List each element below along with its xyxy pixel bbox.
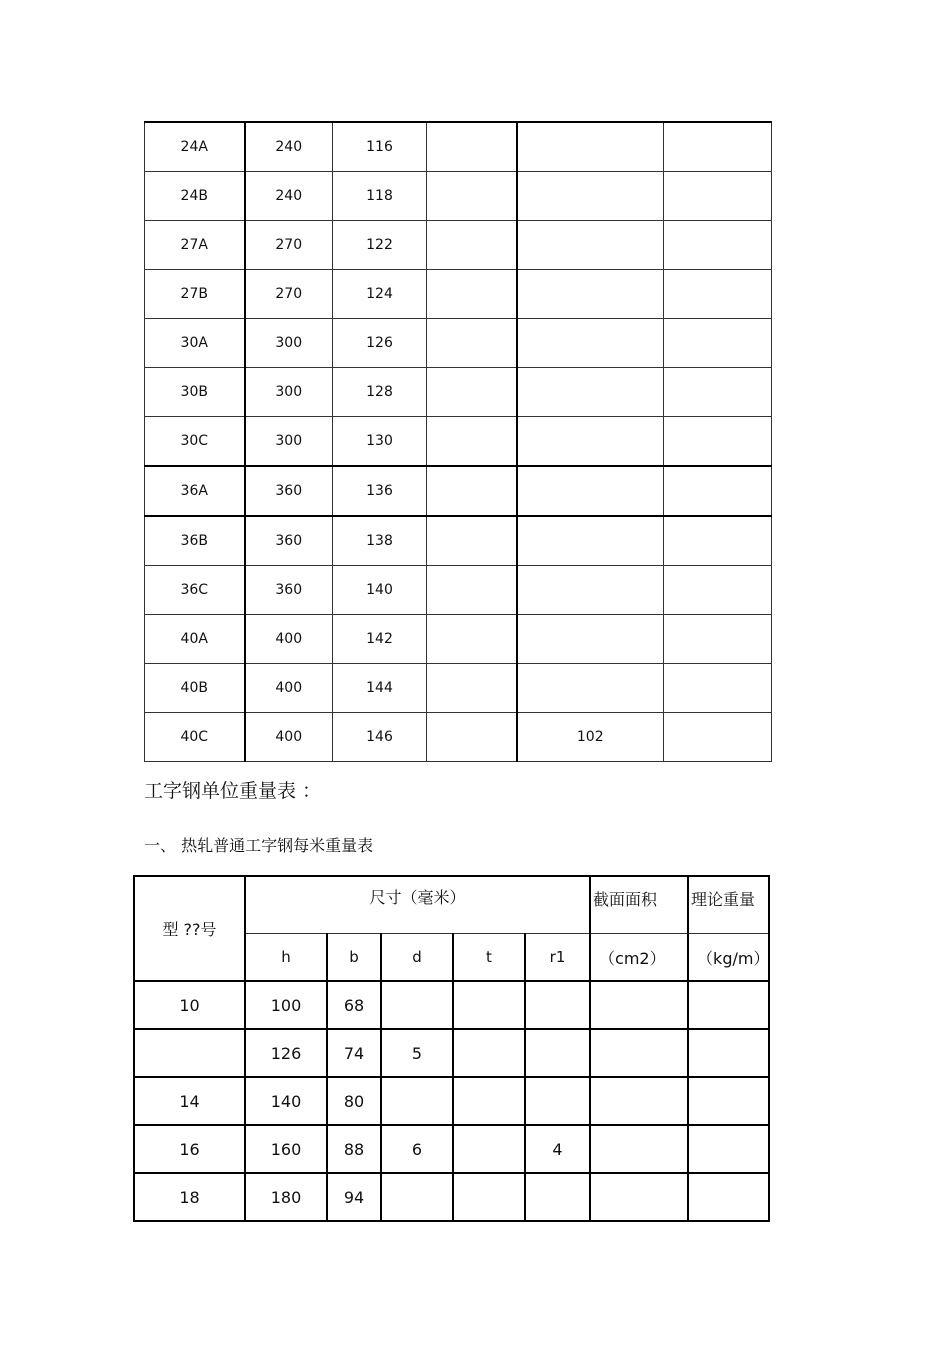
- table-cell: 10: [134, 981, 245, 1029]
- table-cell: [427, 466, 517, 516]
- table-cell: [525, 1173, 590, 1221]
- table-cell: 180: [245, 1173, 327, 1221]
- table-cell: 24A: [145, 122, 245, 172]
- header-weight-unit: （kg/m）: [688, 934, 769, 982]
- table-cell: [664, 566, 772, 615]
- table-cell: 116: [333, 122, 427, 172]
- table-cell: [664, 466, 772, 516]
- table-cell: 94: [327, 1173, 381, 1221]
- table-cell: 126: [333, 319, 427, 368]
- table-cell: [427, 615, 517, 664]
- table-cell: 30A: [145, 319, 245, 368]
- steel-spec-table-top: [144, 121, 772, 762]
- table-cell: 138: [333, 516, 427, 566]
- table-cell: 400: [245, 615, 333, 664]
- table-cell: 400: [245, 713, 333, 762]
- table-cell: 74: [327, 1029, 381, 1077]
- table-cell: 400: [245, 664, 333, 713]
- table-cell: 142: [333, 615, 427, 664]
- table-cell: 240: [245, 122, 333, 172]
- table-cell: [427, 664, 517, 713]
- section-subheading: 一、 热轧普通工字钢每米重量表: [144, 836, 374, 855]
- header-area: 截面面积: [590, 876, 688, 934]
- table-cell: [590, 1029, 688, 1077]
- table-cell: [664, 172, 772, 221]
- table-cell: 36A: [145, 466, 245, 516]
- table-row: [145, 615, 772, 664]
- table-cell: [427, 122, 517, 172]
- table-cell: 300: [245, 368, 333, 417]
- table-cell: [134, 1029, 245, 1077]
- table-cell: 80: [327, 1077, 381, 1125]
- subheader-d: d: [381, 934, 453, 982]
- table-cell: [427, 172, 517, 221]
- table-cell: 144: [333, 664, 427, 713]
- table-cell: [517, 516, 664, 566]
- table-row: [145, 319, 772, 368]
- table-cell: 27B: [145, 270, 245, 319]
- table-cell: [664, 122, 772, 172]
- table-cell: [427, 713, 517, 762]
- table-cell: [517, 466, 664, 516]
- table-cell: [517, 615, 664, 664]
- table-cell: [517, 566, 664, 615]
- table-cell: 146: [333, 713, 427, 762]
- table-cell: [525, 1077, 590, 1125]
- table-cell: [590, 1173, 688, 1221]
- table-cell: [381, 981, 453, 1029]
- table-cell: [381, 1077, 453, 1125]
- header-size: 尺寸（毫米）: [245, 876, 590, 934]
- table-row: [134, 1173, 769, 1221]
- table-cell: [590, 981, 688, 1029]
- subheader-r1: r1: [525, 934, 590, 982]
- table-row: [145, 270, 772, 319]
- table-cell: [664, 713, 772, 762]
- table-cell: 300: [245, 319, 333, 368]
- table-cell: [525, 981, 590, 1029]
- table-cell: 140: [245, 1077, 327, 1125]
- table-cell: [517, 122, 664, 172]
- table-cell: 126: [245, 1029, 327, 1077]
- table-cell: [453, 1173, 525, 1221]
- table-row: [134, 1125, 769, 1173]
- table-cell: [688, 1029, 769, 1077]
- table-cell: [590, 1077, 688, 1125]
- table-cell: 360: [245, 516, 333, 566]
- table-cell: [427, 221, 517, 270]
- header-model: 型 ??号: [134, 876, 245, 981]
- table-cell: 4: [525, 1125, 590, 1173]
- table-cell: [453, 1125, 525, 1173]
- table-cell: 160: [245, 1125, 327, 1173]
- table-cell: 16: [134, 1125, 245, 1173]
- table-cell: 40A: [145, 615, 245, 664]
- table-cell: [453, 1029, 525, 1077]
- section-heading: 工字钢单位重量表 ：: [144, 780, 322, 802]
- table-row: [145, 368, 772, 417]
- table-cell: [517, 319, 664, 368]
- table-cell: [525, 1029, 590, 1077]
- table-cell: [688, 1077, 769, 1125]
- table-cell: [664, 270, 772, 319]
- table-cell: [427, 270, 517, 319]
- table-cell: 18: [134, 1173, 245, 1221]
- table-cell: 6: [381, 1125, 453, 1173]
- table-cell: [688, 1173, 769, 1221]
- table-cell: [664, 664, 772, 713]
- table-cell: 36B: [145, 516, 245, 566]
- subheader-b: b: [327, 934, 381, 982]
- table-cell: 136: [333, 466, 427, 516]
- table-cell: [664, 368, 772, 417]
- table-cell: [453, 1077, 525, 1125]
- table-cell: [664, 516, 772, 566]
- table-cell: 68: [327, 981, 381, 1029]
- table-cell: 30C: [145, 417, 245, 467]
- table-cell: [688, 1125, 769, 1173]
- header-weight: 理论重量: [688, 876, 769, 934]
- table-row: [145, 122, 772, 172]
- table-row: [145, 466, 772, 516]
- table-row: [145, 664, 772, 713]
- table-cell: [517, 417, 664, 467]
- table-cell: [427, 319, 517, 368]
- table-cell: [517, 664, 664, 713]
- table-cell: 100: [245, 981, 327, 1029]
- table-cell: [427, 566, 517, 615]
- table-cell: 118: [333, 172, 427, 221]
- table-cell: 40C: [145, 713, 245, 762]
- table-cell: 24B: [145, 172, 245, 221]
- table-cell: 300: [245, 417, 333, 467]
- table-cell: 270: [245, 221, 333, 270]
- table-cell: [427, 368, 517, 417]
- table-cell: 270: [245, 270, 333, 319]
- table-cell: 130: [333, 417, 427, 467]
- table-cell: 240: [245, 172, 333, 221]
- table-cell: 360: [245, 566, 333, 615]
- table-cell: [517, 368, 664, 417]
- table-cell: 40B: [145, 664, 245, 713]
- table-cell: [664, 221, 772, 270]
- table-cell: [427, 417, 517, 467]
- table-row: [134, 981, 769, 1029]
- table-row: [134, 1029, 769, 1077]
- table-cell: [688, 981, 769, 1029]
- table-row: [145, 221, 772, 270]
- table-cell: 102: [517, 713, 664, 762]
- subheader-h: h: [245, 934, 327, 982]
- header-area-unit: （cm2）: [590, 934, 688, 982]
- table-row: [145, 516, 772, 566]
- i-beam-weight-table: [133, 875, 770, 1222]
- table-row: [145, 417, 772, 467]
- table-cell: [453, 981, 525, 1029]
- table-cell: 30B: [145, 368, 245, 417]
- table-cell: 360: [245, 466, 333, 516]
- table-cell: [381, 1173, 453, 1221]
- table-row: [145, 566, 772, 615]
- table-cell: [517, 172, 664, 221]
- table-cell: [664, 319, 772, 368]
- table-cell: 27A: [145, 221, 245, 270]
- table-cell: 124: [333, 270, 427, 319]
- table-cell: 128: [333, 368, 427, 417]
- table-cell: [517, 221, 664, 270]
- table-cell: [427, 516, 517, 566]
- table-row: [145, 172, 772, 221]
- table-cell: [664, 417, 772, 467]
- table-row: [134, 1077, 769, 1125]
- table-cell: 140: [333, 566, 427, 615]
- table-cell: 5: [381, 1029, 453, 1077]
- table-cell: 88: [327, 1125, 381, 1173]
- table-cell: 122: [333, 221, 427, 270]
- table-cell: 36C: [145, 566, 245, 615]
- subheader-t: t: [453, 934, 525, 982]
- table-cell: [517, 270, 664, 319]
- table-cell: [590, 1125, 688, 1173]
- table-row: [145, 713, 772, 762]
- table-cell: [664, 615, 772, 664]
- table-cell: 14: [134, 1077, 245, 1125]
